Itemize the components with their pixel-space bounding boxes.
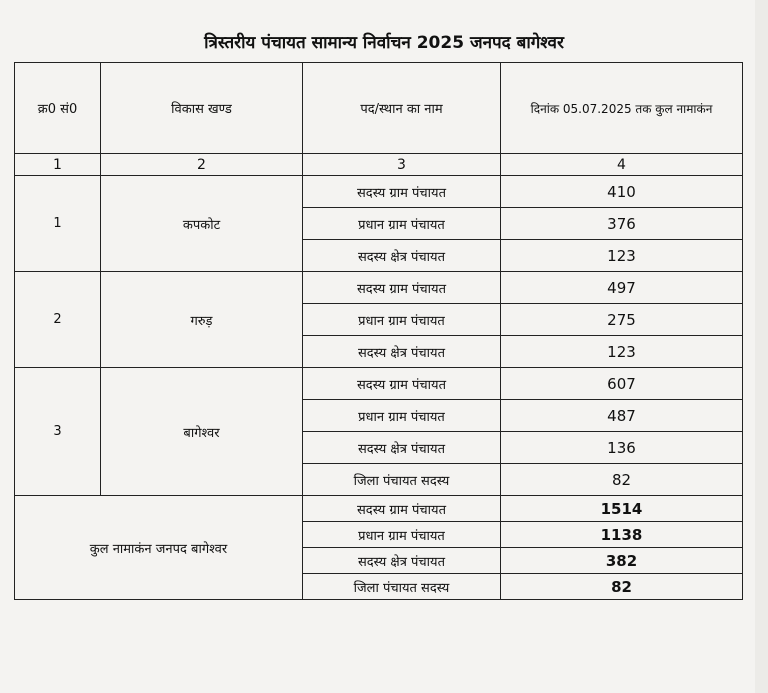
total-count: 1138 — [501, 522, 743, 548]
total-label: कुल नामाकंन जनपद बागेश्वर — [15, 496, 303, 600]
nomination-count: 82 — [501, 464, 743, 496]
post-name: सदस्य ग्राम पंचायत — [303, 368, 501, 400]
nomination-count: 487 — [501, 400, 743, 432]
nomination-count: 607 — [501, 368, 743, 400]
table-row — [15, 176, 743, 208]
total-count: 1514 — [501, 496, 743, 522]
header-count: दिनांक 05.07.2025 तक कुल नामाकंन — [501, 63, 743, 154]
total-row — [15, 496, 743, 522]
post-name: प्रधान ग्राम पंचायत — [303, 304, 501, 336]
nomination-count: 497 — [501, 272, 743, 304]
post-name: प्रधान ग्राम पंचायत — [303, 400, 501, 432]
post-name: सदस्य ग्राम पंचायत — [303, 176, 501, 208]
total-count: 82 — [501, 574, 743, 600]
column-number: 1 — [15, 154, 101, 176]
post-name: सदस्य ग्राम पंचायत — [303, 496, 501, 522]
column-number: 2 — [101, 154, 303, 176]
nomination-table — [14, 62, 743, 600]
block-name: बागेश्वर — [101, 368, 303, 496]
table-row — [15, 272, 743, 304]
table-row — [15, 368, 743, 400]
nomination-count: 123 — [501, 336, 743, 368]
post-name: सदस्य क्षेत्र पंचायत — [303, 548, 501, 574]
post-name: जिला पंचायत सदस्य — [303, 464, 501, 496]
serial-number: 3 — [15, 368, 101, 496]
post-name: जिला पंचायत सदस्य — [303, 574, 501, 600]
column-number: 4 — [501, 154, 743, 176]
nomination-count: 123 — [501, 240, 743, 272]
total-count: 382 — [501, 548, 743, 574]
nomination-count: 275 — [501, 304, 743, 336]
nomination-count: 376 — [501, 208, 743, 240]
serial-number: 1 — [15, 176, 101, 272]
header-serial: क्र0 सं0 — [15, 63, 101, 154]
nomination-count: 136 — [501, 432, 743, 464]
nomination-count: 410 — [501, 176, 743, 208]
post-name: सदस्य क्षेत्र पंचायत — [303, 240, 501, 272]
document-title: त्रिस्तरीय पंचायत सामान्य निर्वाचन 2025 जनपद बागेश्वर — [204, 33, 564, 53]
post-name: सदस्य ग्राम पंचायत — [303, 272, 501, 304]
header-post: पद/स्थान का नाम — [303, 63, 501, 154]
post-name: सदस्य क्षेत्र पंचायत — [303, 336, 501, 368]
serial-number: 2 — [15, 272, 101, 368]
column-number: 3 — [303, 154, 501, 176]
block-name: कपकोट — [101, 176, 303, 272]
header-block: विकास खण्ड — [101, 63, 303, 154]
post-name: प्रधान ग्राम पंचायत — [303, 522, 501, 548]
block-name: गरुड़ — [101, 272, 303, 368]
post-name: प्रधान ग्राम पंचायत — [303, 208, 501, 240]
post-name: सदस्य क्षेत्र पंचायत — [303, 432, 501, 464]
